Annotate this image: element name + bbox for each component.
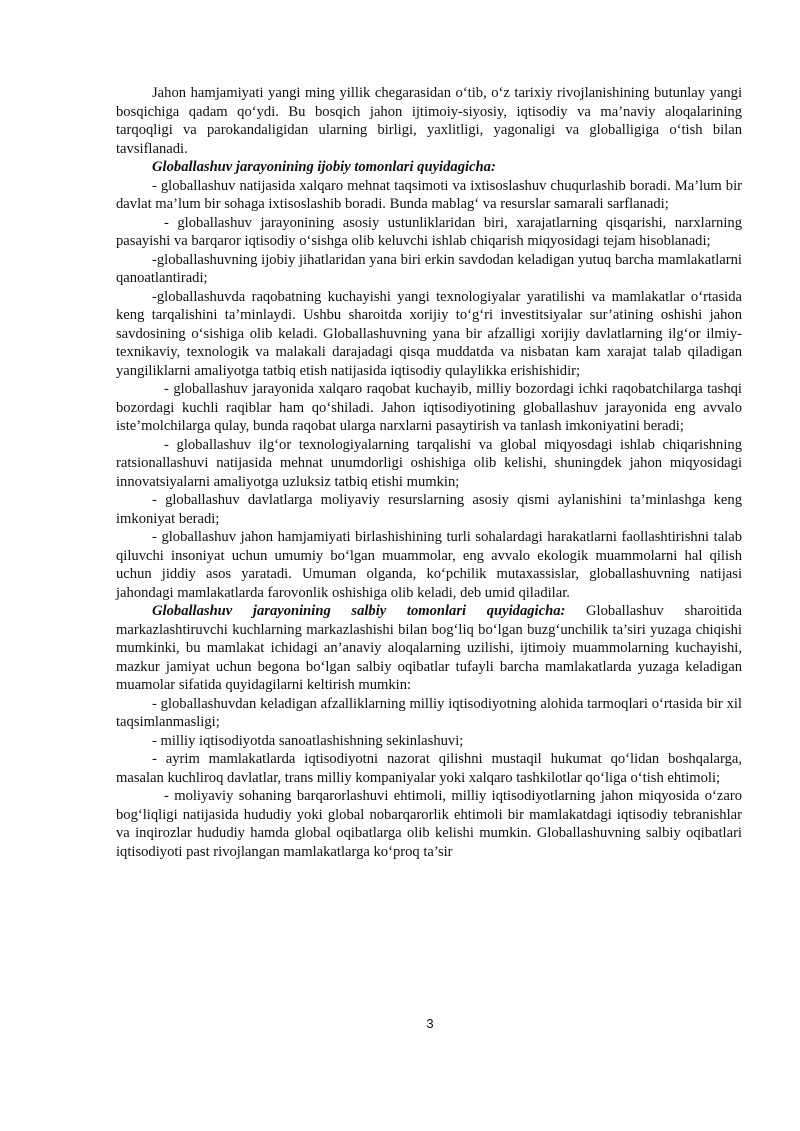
positive-item-5: - globallashuv jarayonida xalqaro raqobat kuchayib, milliy bozordagi ichki raqobatchilarga tashqi bozordagi kuchli raqiblar ham qo‘shiladi. Jahon iqtisodiyotining globallashuv jarayonida eng avvalo iste’molchilarga qulay, bunda raqobat ularga narxlarni pasaytirish va tanlash imkoniyatini beradi; (116, 381, 742, 434)
negative-item-1: - globallashuvdan keladigan afzalliklarning milliy iqtisodiyotning alohida tarmoqlari o‘rtasida bir xil taqsimlanmasligi; (116, 695, 742, 730)
intro-paragraph: Jahon hamjamiyati yangi ming yillik chegarasidan o‘tib, o‘z tarixiy rivojlanishining butunlay yangi bosqichiga qadam qo‘ydi. Bu bosqich jahon ijtimoiy-siyosiy, iqtisodiy va ma’naviy aloqalarining tarqoqligi va parokandaligidan ularning birligi, yaxlitligi, yagonaligi va globalligiga o‘tish bilan tavsiflanadi. (116, 85, 742, 157)
positive-item-1: - globallashuv natijasida xalqaro mehnat taqsimoti va ixtisoslashuv chuqurlashib boradi. Ma’lum bir davlat ma’lum bir sohaga ixtisoslashib boradi. Bunda mablag‘ va resurslar samarali sarflanadi; (116, 177, 742, 212)
positive-item-8: - globallashuv jahon hamjamiyati birlashishining turli sohalardagi harakatlarni faollashtirishni talab qiluvchi insoniyat uchun umumiy bo‘lgan muammolar, eng avvalo ekologik muammolarni hal qilish uchun jiddiy asos yaratadi. Umuman olganda, ko‘pchilik mutaxassislar, globallashuvning natijasi jahondagi mamlakatlarda farovonlik oshishiga olib keladi, deb umid qiladilar. (116, 529, 742, 601)
positive-item-2: - globallashuv jarayonining asosiy ustunliklaridan biri, xarajatlarning qisqarishi, narxlarning pasayishi va barqaror iqtisodiy o‘sishga olib keluvchi ishlab chiqarish miqyosidagi tejam hisoblanadi; (116, 214, 742, 249)
negative-item-3: - ayrim mamlakatlarda iqtisodiyotni nazorat qilishni mustaqil hukumat qo‘lidan boshqalarga, masalan kuchliroq davlatlar, trans milliy kompaniyalar yoki xalqaro tashkilotlar qo‘liga o‘tish ehtimoli; (116, 751, 742, 786)
document-page (116, 84, 742, 861)
page-number: 3 (426, 1016, 434, 1031)
positive-heading-paragraph (116, 158, 742, 177)
positive-item-4: -globallashuvda raqobatning kuchayishi yangi texnologiyalar yaratilishi va mamlakatlar o‘rtasida keng tarqalishini ta’minlaydi. Ushbu sharoitda xorijiy to‘g‘ri investitsiyalar sur’atining oshishi jahon savdosining o‘sishiga olib keladi. Globallashuvning yana bir afzalligi xorijiy davlatlarning ilg‘or ilmiy-texnikaviy, texnologik va malakali darajadagi qisqa muddatda va nisbatan kam xarajat talab qiladigan yangiliklarni amaliyotga tatbiq etish natijasida iqtisodiy qulaylikka erishishidir; (116, 288, 742, 379)
negative-section-paragraph (116, 602, 742, 695)
positive-heading: Globallashuv jarayonining ijobiy tomonlari quyidagicha: (152, 159, 496, 175)
positive-item-7: - globallashuv davlatlarga moliyaviy resurslarning asosiy qismi aylanishini ta’minlashga keng imkoniyat beradi; (116, 492, 742, 527)
negative-item-4: - moliyaviy sohaning barqarorlashuvi ehtimoli, milliy iqtisodiyotlarning jahon miqyosida o‘zaro bog‘liqligi natijasida hududiy yoki global nobarqarorlik ehtimoli bir mamlakatdagi iqtisodiy tebranishlar va inqirozlar hududiy hamda global oqibatlarga olib kelishi mumkin. Globallashuvning salbiy oqibatlari iqtisodiyoti past rivojlangan mamlakatlarga ko‘proq ta’sir (116, 788, 742, 860)
positive-item-6: - globallashuv ilg‘or texnologiyalarning tarqalishi va global miqyosdagi ishlab chiqarishning ratsionallashuvi natijasida mehnat unumdorligi oshishiga olib kelishi, shuningdek jahon miqyosidagi innovatsiyalarni amaliyotga uzluksiz tatbiq etishi mumkin; (116, 436, 742, 490)
positive-item-3: -globallashuvning ijobiy jihatlaridan yana biri erkin savdodan keladigan yutuq barcha mamlakatlarni qanoatlantiradi; (116, 251, 742, 286)
negative-heading: Globallashuv jarayonining salbiy tomonlari quyidagicha: (152, 603, 566, 619)
negative-item-2: - milliy iqtisodiyotda sanoatlashishning sekinlashuvi; (152, 732, 464, 749)
negative-intro-text: Globallashuv sharoitida markazlashtiruvchi kuchlarning markazlashishi bilan bog‘liq bo‘lgan buzg‘unchilik ta’siri yuzaga chiqishi mumkinki, bu mamlakat ichidagi an’anaviy aloqalarning uzilishi, ijtimoiy muammolarning kuchayishi, mazkur jamiyat uchun begona bo‘lgan salbiy oqibatlar tufayli barcha mamlakatlarda yuzaga keladigan muamolar sifatida quyidagilarni keltirish mumkin: (116, 603, 743, 693)
